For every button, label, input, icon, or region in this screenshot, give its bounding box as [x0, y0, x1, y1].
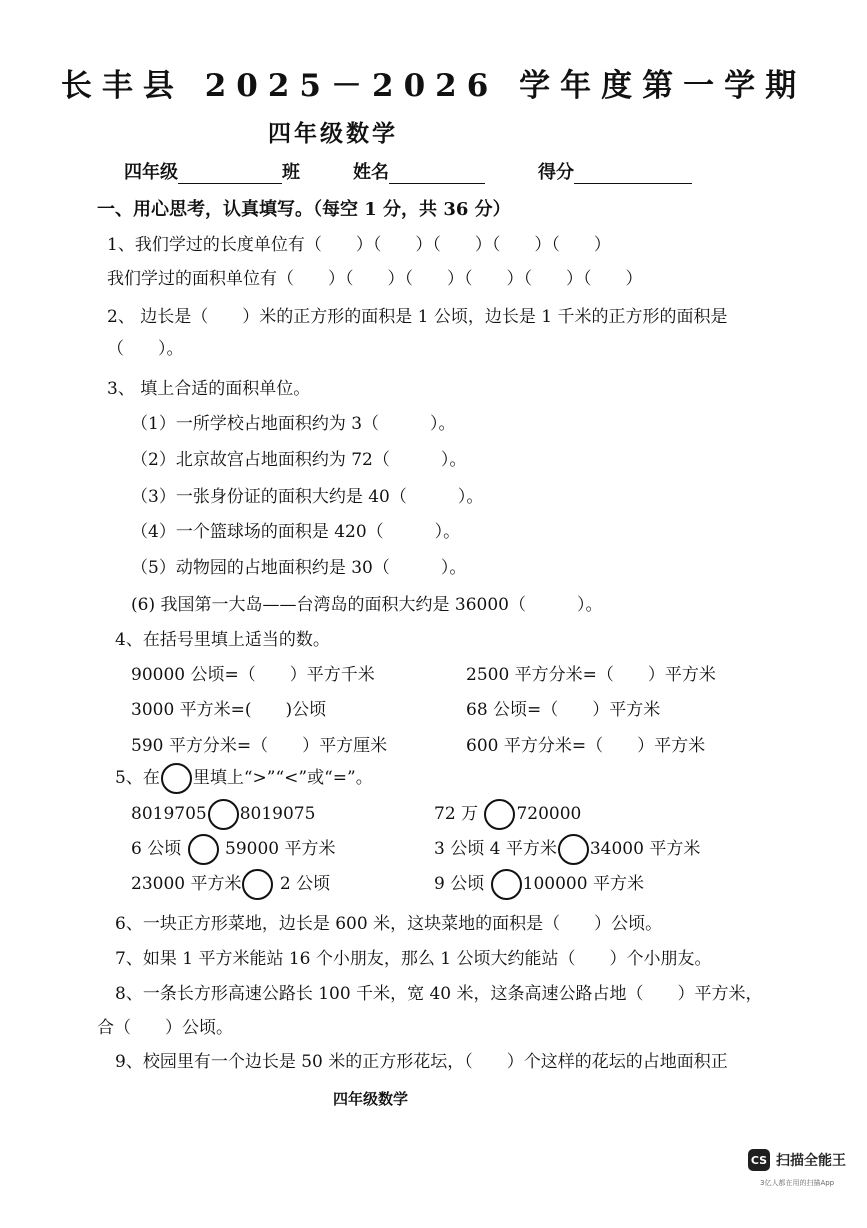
compare-right: 34000 平方米 [589, 839, 701, 859]
question-1b: 我们学过的面积单位有（ ）（ ）（ ）（ ）（ ）（ ） [107, 269, 643, 289]
question-1a: 1、我们学过的长度单位有（ ）（ ）（ ）（ ）（ ） [107, 235, 611, 255]
question-6: 6、一块正方形菜地，边长是 600 米，这块菜地的面积是（ ）公顷。 [115, 914, 663, 934]
class-blank[interactable] [178, 165, 282, 184]
compare-right: 8019075 [239, 804, 316, 824]
question-3-2: （2）北京故宫占地面积约为 72（ ）。 [131, 450, 467, 470]
class-field [124, 158, 300, 184]
compare-left: 6 公顷 [131, 839, 182, 859]
compare-item-3 [131, 834, 336, 865]
compare-item-5 [131, 869, 330, 900]
compare-circle-1[interactable] [208, 799, 239, 830]
question-4-1: 90000 公顷=（ ）平方千米 [131, 665, 375, 685]
compare-left: 72 万 [434, 804, 479, 824]
compare-circle-icon [161, 763, 192, 794]
compare-circle-5[interactable] [242, 869, 273, 900]
compare-item-1 [131, 799, 315, 830]
compare-left: 23000 平方米 [131, 874, 242, 894]
page-footer: 四年级数学 [333, 1090, 409, 1108]
score-blank[interactable] [574, 165, 692, 184]
page-title: 长丰县 2025－2026 学年度第一学期 [60, 68, 807, 104]
question-3-6: (6) 我国第一大岛——台湾岛的面积大约是 36000（ ）。 [131, 595, 603, 615]
question-3-3: （3）一张身份证的面积大约是 40（ ）。 [131, 487, 484, 507]
compare-right: 720000 [516, 804, 582, 824]
score-label: 得分 [538, 162, 574, 183]
compare-right: 59000 平方米 [225, 839, 336, 859]
scanner-logo-icon: CS [748, 1149, 770, 1171]
scanner-watermark [748, 1149, 846, 1171]
compare-circle-6[interactable] [491, 869, 522, 900]
class-suffix: 班 [282, 162, 300, 183]
question-3-5: （5）动物园的占地面积约是 30（ ）。 [131, 558, 467, 578]
compare-circle-4[interactable] [558, 834, 589, 865]
question-9: 9、校园里有一个边长是 50 米的正方形花坛，（ ）个这样的花坛的占地面积正 [115, 1052, 728, 1072]
name-blank[interactable] [389, 165, 485, 184]
question-4-3: 3000 平方米=( )公顷 [131, 700, 327, 720]
question-5-prefix: 5、在 [115, 768, 160, 788]
compare-item-2 [434, 799, 581, 830]
question-3-1: （1）一所学校占地面积约为 3（ ）。 [131, 414, 456, 434]
question-4-6: 600 平方分米=（ ）平方米 [466, 736, 706, 756]
question-4-5: 590 平方分米=（ ）平方厘米 [131, 736, 388, 756]
compare-item-4 [434, 834, 700, 865]
compare-left: 9 公顷 [434, 874, 485, 894]
compare-right: 100000 平方米 [522, 874, 644, 894]
question-5 [115, 763, 373, 794]
question-2a: 2、 边长是（ ）米的正方形的面积是 1 公顷，边长是 1 千米的正方形的面积是 [107, 307, 728, 327]
name-field [353, 158, 485, 184]
page-subtitle: 四年级数学 [268, 120, 398, 147]
score-field [538, 158, 692, 184]
compare-circle-2[interactable] [484, 799, 515, 830]
compare-left: 8019705 [131, 804, 207, 824]
question-3: 3、 填上合适的面积单位。 [107, 379, 311, 399]
question-7: 7、如果 1 平方米能站 16 个小朋友，那么 1 公顷大约能站（ ）个小朋友。 [115, 949, 712, 969]
compare-circle-3[interactable] [188, 834, 219, 865]
question-4-4: 68 公顷=（ ）平方米 [466, 700, 661, 720]
question-5-suffix: 里填上“>”“<”或“=”。 [192, 768, 373, 788]
section-heading: 一、用心思考，认真填写。（每空 1 分，共 36 分） [97, 199, 511, 220]
question-3-4: （4）一个篮球场的面积是 420（ ）。 [131, 522, 461, 542]
question-2b: （ ）。 [107, 339, 184, 359]
compare-left: 3 公顷 4 平方米 [434, 839, 557, 859]
name-label: 姓名 [353, 162, 389, 183]
scanner-tagline: 3亿人都在用的扫描App [760, 1179, 835, 1187]
question-4: 4、在括号里填上适当的数。 [115, 630, 330, 650]
compare-right: 2 公顷 [279, 874, 331, 894]
question-8a: 8、一条长方形高速公路长 100 千米，宽 40 米，这条高速公路占地（ ）平方米， [115, 984, 763, 1004]
class-label: 四年级 [124, 162, 178, 183]
question-4-2: 2500 平方分米=（ ）平方米 [466, 665, 716, 685]
scanner-name: 扫描全能王 [776, 1153, 846, 1169]
question-8b: 合（ ）公顷。 [97, 1018, 233, 1038]
compare-item-6 [434, 869, 644, 900]
